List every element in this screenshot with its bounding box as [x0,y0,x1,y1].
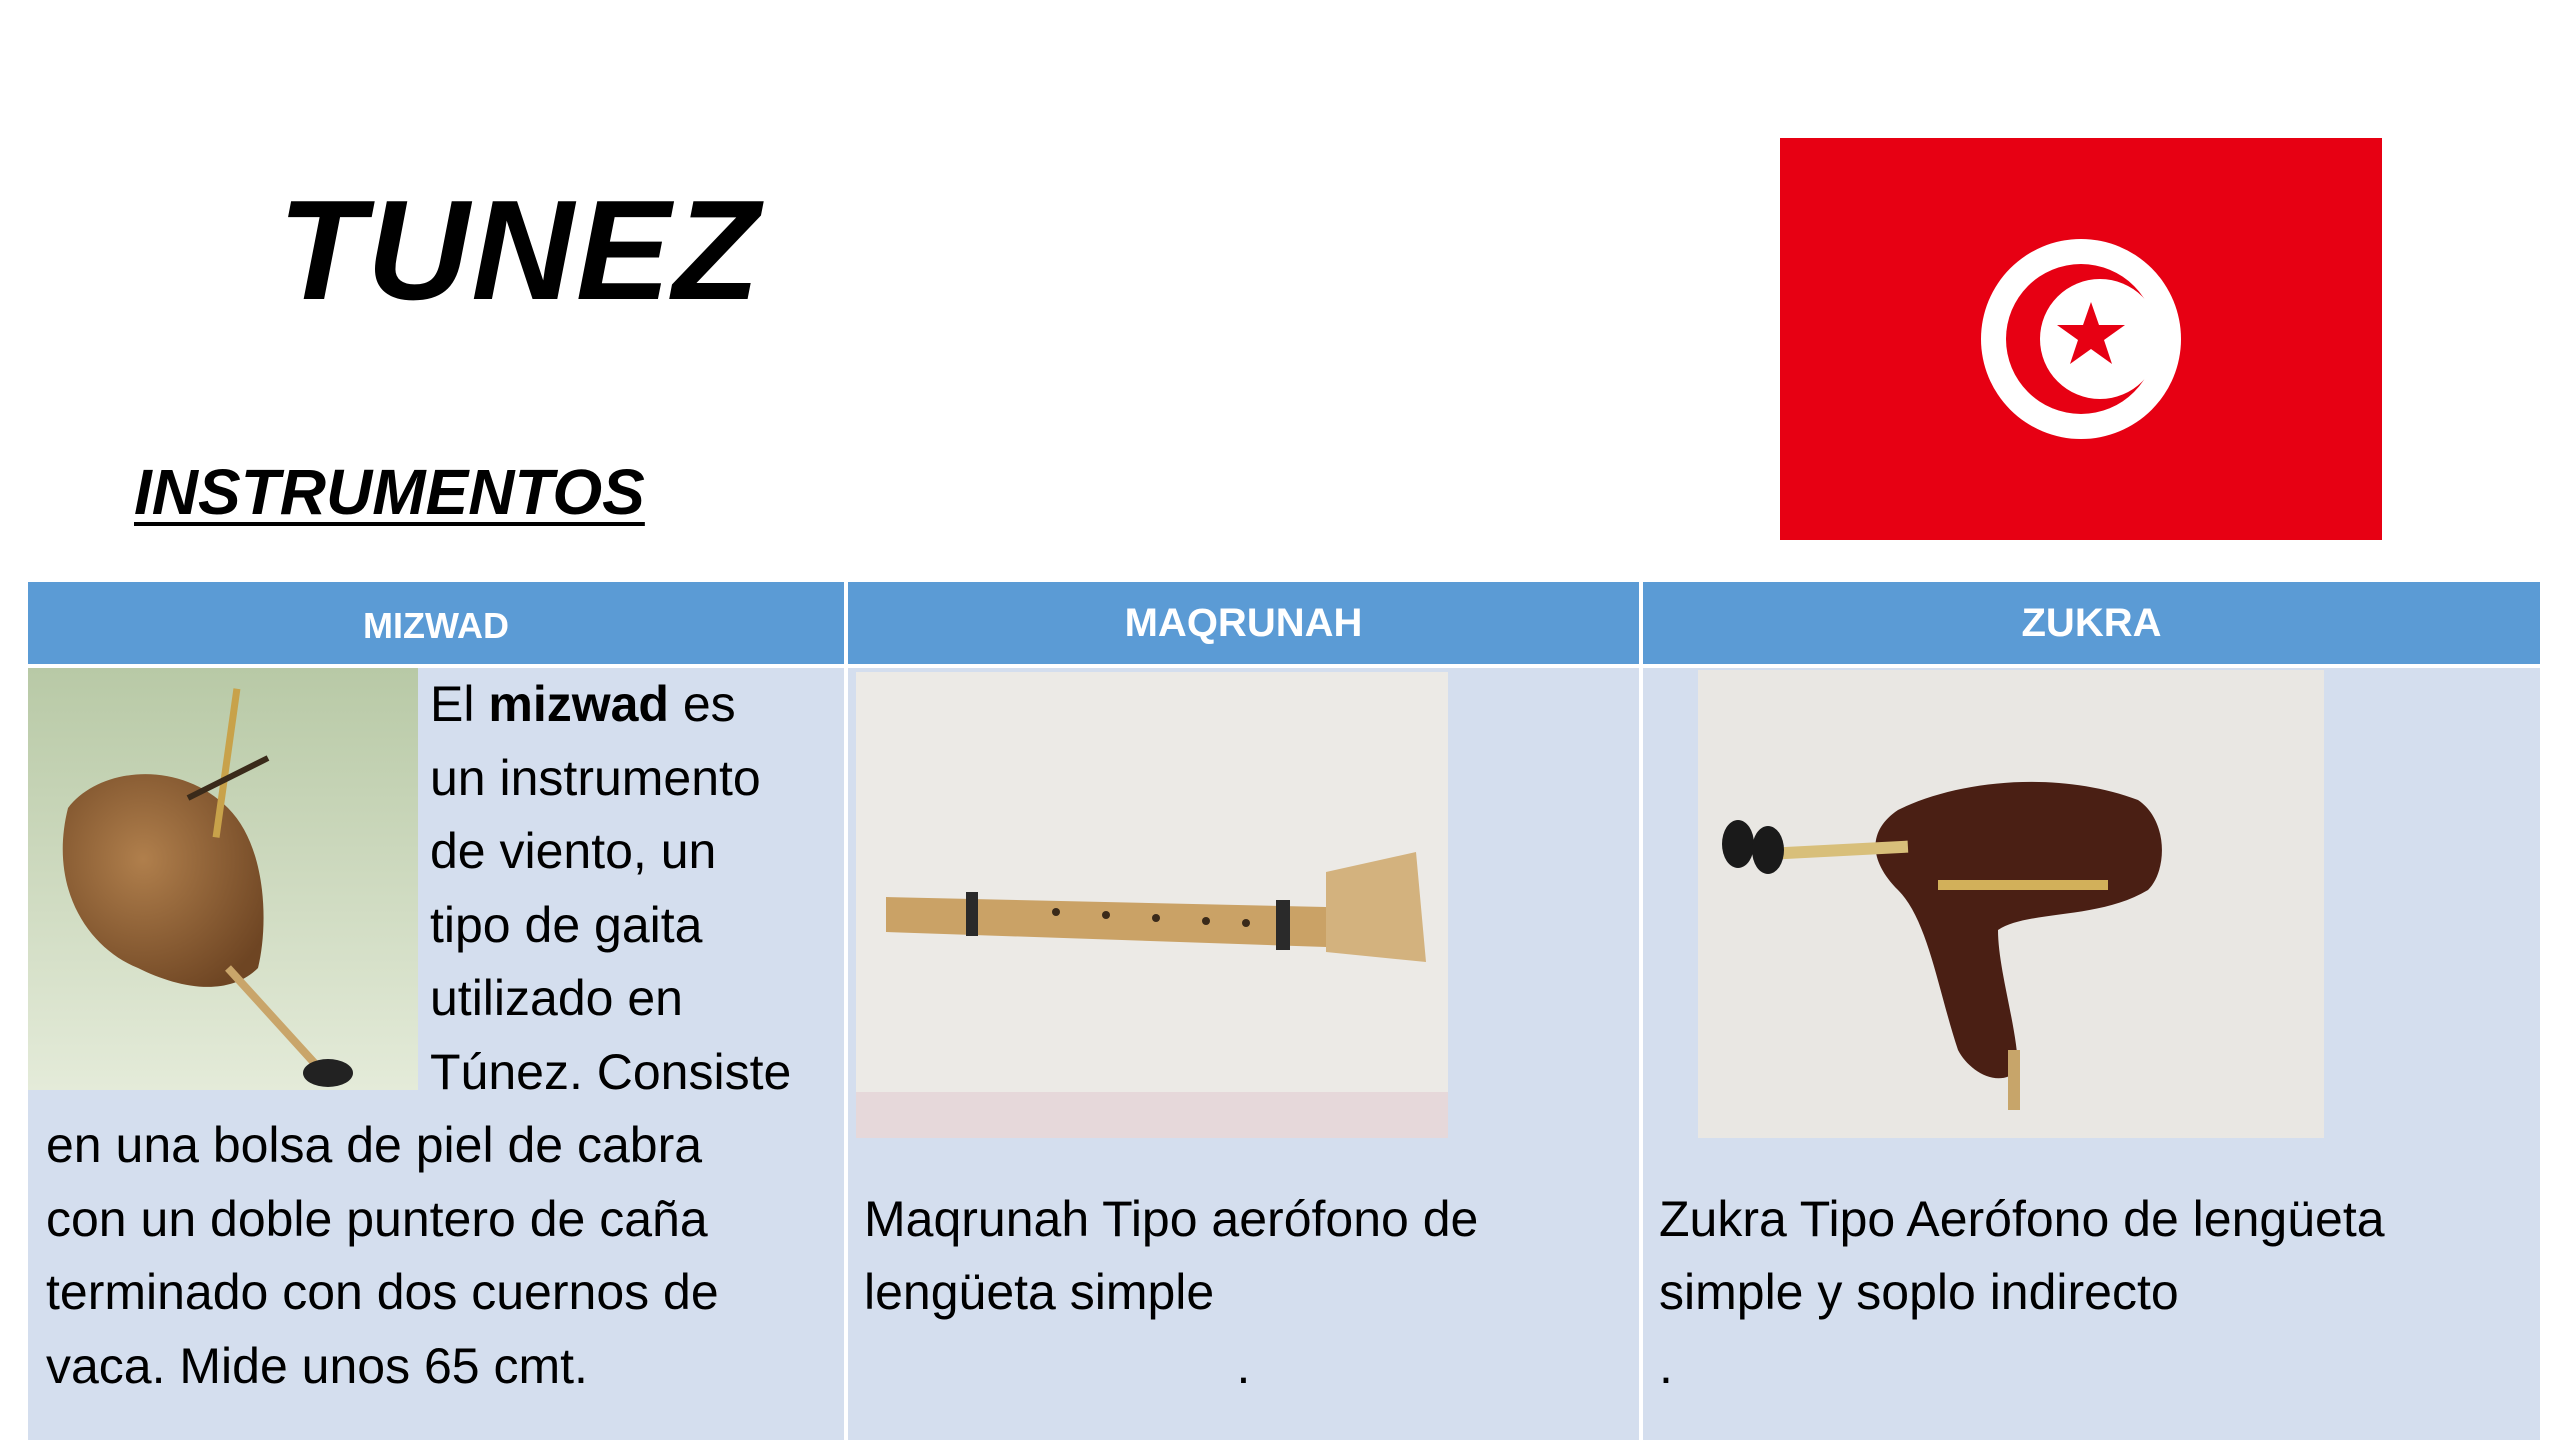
maqrunah-line-3: . [1236,1337,1251,1394]
maqrunah-line-2: lengüeta simple [864,1264,1215,1320]
table-header-mizwad [28,582,844,664]
mizwad-line-3: de viento, un [430,823,717,879]
mizwad-line-7: en una bolsa de piel de cabra [46,1117,703,1173]
zukra-photo [1698,670,2324,1138]
mizwad-photo [28,668,418,1090]
zukra-line-3: . [1659,1337,1673,1394]
mizwad-line-4: tipo de gaita [430,896,703,953]
table-cell-maqrunah [848,668,1639,1440]
maqrunah-line-1: Maqrunah Tipo aerófono de [864,1190,1479,1247]
instruments-table [28,582,2540,1440]
mizwad-line-10: vaca. Mide unos 65 cmt. [46,1337,588,1394]
mizwad-line-5: utilizado en [430,970,683,1026]
mizwad-line-9: terminado con dos cuernos de [46,1264,719,1320]
table-cell-mizwad [28,668,844,1440]
table-cell-zukra [1643,668,2540,1440]
table-header-maqrunah [848,582,1639,664]
header-label: MIZWAD [363,605,509,646]
maqrunah-photo [856,672,1448,1138]
page-title: TUNEZ [278,171,762,330]
header-label: ZUKRA [2021,600,2162,645]
mizwad-line-8: con un doble puntero de caña [46,1190,708,1247]
mizwad-line-6: Túnez. Consiste [430,1043,792,1100]
mizwad-line-2: un instrumento [430,749,761,806]
mizwad-line-1: El mizwad es [430,676,736,732]
mizwad-bold-word: mizwad [488,676,669,732]
header-label: MAQRUNAH [1124,600,1363,645]
zukra-line-2: simple y soplo indirecto [1659,1264,2179,1320]
tunisia-flag-icon [1780,138,2382,540]
zukra-line-1: Zukra Tipo Aerófono de lengüeta [1659,1190,2385,1247]
page-subtitle: INSTRUMENTOS [134,456,645,528]
table-header-zukra [1643,582,2540,664]
